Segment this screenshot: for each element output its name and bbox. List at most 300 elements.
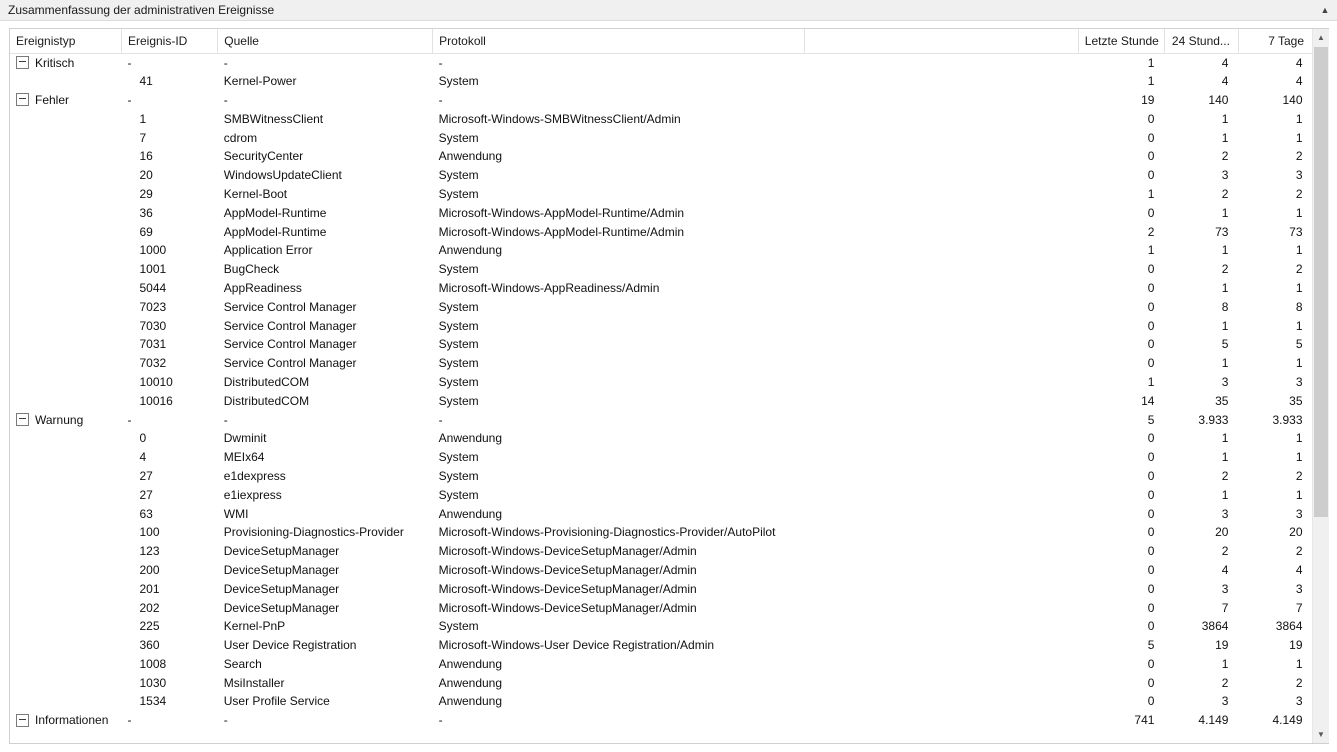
source-cell: DistributedCOM (223, 393, 310, 408)
event-type-cell (10, 655, 121, 674)
event-id-cell: 10016 (139, 393, 173, 408)
source-cell: Service Control Manager (223, 318, 357, 333)
last-7-days-count-cell: 19 (1289, 638, 1303, 653)
last-7-days-count-cell: 2 (1295, 262, 1303, 277)
last-24h-count-cell: 1 (1221, 487, 1229, 502)
spacer-cell (805, 53, 1079, 72)
spacer-cell (805, 203, 1079, 222)
chevron-up-icon[interactable]: ▲ (1320, 5, 1330, 15)
event-type-cell (10, 542, 121, 561)
event-type-label: Informationen (35, 713, 109, 728)
event-type-cell (10, 109, 121, 128)
event-id-cell: - (127, 713, 132, 728)
spacer-cell (805, 636, 1079, 655)
last-hour-count-cell: 0 (1147, 318, 1155, 333)
spacer-cell (805, 617, 1079, 636)
spacer-cell (805, 297, 1079, 316)
table-row[interactable] (10, 692, 1312, 711)
log-cell: System (438, 168, 479, 183)
event-id-cell: 7032 (139, 356, 167, 371)
last-24h-count-cell: 1 (1221, 656, 1229, 671)
last-hour-count-cell: 0 (1147, 299, 1155, 314)
table-row[interactable] (10, 485, 1312, 504)
last-hour-count-cell: 5 (1147, 412, 1155, 427)
last-7-days-count-cell: 4 (1295, 74, 1303, 89)
table-row[interactable] (10, 391, 1312, 410)
last-24h-count-cell: 1 (1221, 243, 1229, 258)
last-24h-count-cell: 4 (1221, 55, 1229, 70)
log-cell: Microsoft-Windows-AppModel-Runtime/Admin (438, 205, 685, 220)
event-type-cell (10, 241, 121, 260)
summary-grid-panel (9, 28, 1329, 744)
table-row[interactable] (10, 354, 1312, 373)
event-id-cell: 360 (139, 638, 160, 653)
last-7-days-count-cell: 2 (1295, 675, 1303, 690)
last-24h-count-cell: 8 (1221, 299, 1229, 314)
source-cell: Dwminit (223, 431, 267, 446)
source-cell: Application Error (223, 243, 313, 258)
table-row[interactable] (10, 297, 1312, 316)
log-cell: Anwendung (438, 243, 503, 258)
spacer-cell (805, 241, 1079, 260)
collapse-expander-icon[interactable] (16, 56, 29, 69)
log-cell: System (438, 468, 479, 483)
event-type-cell (10, 673, 121, 692)
last-hour-count-cell: 0 (1147, 562, 1155, 577)
event-type-cell (10, 561, 121, 580)
last-24h-count-cell: 2 (1221, 675, 1229, 690)
event-id-cell: - (127, 55, 132, 70)
last-hour-count-cell: 0 (1147, 111, 1155, 126)
last-7-days-count-cell: 3 (1295, 168, 1303, 183)
last-7-days-count-cell: 1 (1295, 356, 1303, 371)
event-type-cell (10, 504, 121, 523)
column-header-last-24h[interactable]: 24 Stund... (1164, 29, 1238, 53)
column-header-source[interactable]: Quelle (218, 29, 433, 53)
last-hour-count-cell: 0 (1147, 525, 1155, 540)
last-7-days-count-cell: 2 (1295, 186, 1303, 201)
last-24h-count-cell: 3 (1221, 374, 1229, 389)
scroll-up-arrow-icon[interactable]: ▲ (1313, 29, 1329, 46)
log-cell: System (438, 374, 479, 389)
last-7-days-count-cell: 1 (1295, 318, 1303, 333)
last-7-days-count-cell: 73 (1289, 224, 1303, 239)
spacer-cell (805, 448, 1079, 467)
event-type-cell (10, 373, 121, 392)
table-row[interactable] (10, 185, 1312, 204)
log-cell: System (438, 318, 479, 333)
last-7-days-count-cell: 1 (1295, 243, 1303, 258)
table-row[interactable] (10, 561, 1312, 580)
event-type-cell (10, 260, 121, 279)
source-cell: User Profile Service (223, 694, 330, 709)
last-hour-count-cell: 1 (1147, 55, 1155, 70)
event-id-cell: 63 (139, 506, 153, 521)
event-id-cell: 7023 (139, 299, 167, 314)
collapse-expander-icon[interactable] (16, 413, 29, 426)
source-cell: cdrom (223, 130, 258, 145)
log-cell: System (438, 262, 479, 277)
last-24h-count-cell: 1 (1221, 205, 1229, 220)
source-cell: e1iexpress (223, 487, 282, 502)
spacer-cell (805, 91, 1079, 110)
source-cell: AppModel-Runtime (223, 224, 327, 239)
table-row[interactable] (10, 241, 1312, 260)
last-hour-count-cell: 0 (1147, 581, 1155, 596)
table-row[interactable] (10, 523, 1312, 542)
event-type-cell (10, 485, 121, 504)
event-id-cell: 100 (139, 525, 160, 540)
table-row[interactable] (10, 53, 1312, 72)
source-cell: MsiInstaller (223, 675, 285, 690)
last-24h-count-cell: 2 (1221, 468, 1229, 483)
event-type-cell (10, 203, 121, 222)
event-id-cell: 69 (139, 224, 153, 239)
event-type-cell (10, 391, 121, 410)
log-cell: System (438, 450, 479, 465)
last-7-days-count-cell: 7 (1295, 600, 1303, 615)
log-cell: Microsoft-Windows-DeviceSetupManager/Admin (438, 544, 697, 559)
source-cell: WMI (223, 506, 249, 521)
last-24h-count-cell: 140 (1208, 92, 1229, 107)
vertical-scrollbar[interactable] (1312, 29, 1328, 743)
event-type-cell (10, 579, 121, 598)
last-hour-count-cell: 0 (1147, 337, 1155, 352)
spacer-cell (805, 673, 1079, 692)
spacer-cell (805, 222, 1079, 241)
source-cell: SecurityCenter (223, 149, 304, 164)
last-7-days-count-cell: 1 (1295, 431, 1303, 446)
event-id-cell: 225 (139, 619, 160, 634)
last-24h-count-cell: 1 (1221, 356, 1229, 371)
spacer-cell (805, 260, 1079, 279)
event-type-cell (10, 128, 121, 147)
last-hour-count-cell: 1 (1147, 374, 1155, 389)
table-row[interactable] (10, 128, 1312, 147)
last-hour-count-cell: 0 (1147, 694, 1155, 709)
spacer-cell (805, 185, 1079, 204)
spacer-cell (805, 523, 1079, 542)
window-titlebar (0, 0, 1337, 21)
last-hour-count-cell: 0 (1147, 205, 1155, 220)
last-7-days-count-cell: 4 (1295, 562, 1303, 577)
last-hour-count-cell: 0 (1147, 356, 1155, 371)
last-24h-count-cell: 20 (1215, 525, 1229, 540)
last-hour-count-cell: 0 (1147, 544, 1155, 559)
last-hour-count-cell: 0 (1147, 506, 1155, 521)
event-type-cell (10, 222, 121, 241)
source-cell: DeviceSetupManager (223, 544, 340, 559)
log-cell: System (438, 619, 479, 634)
table-row[interactable] (10, 636, 1312, 655)
event-type-cell (10, 598, 121, 617)
table-row[interactable] (10, 711, 1312, 730)
event-type-cell (10, 166, 121, 185)
grid-scroll-region (10, 29, 1312, 743)
spacer-cell (805, 147, 1079, 166)
last-24h-count-cell: 4 (1221, 562, 1229, 577)
spacer-cell (805, 72, 1079, 91)
last-hour-count-cell: 0 (1147, 431, 1155, 446)
table-header-row (10, 29, 1312, 53)
last-7-days-count-cell: 1 (1295, 205, 1303, 220)
event-type-cell (10, 297, 121, 316)
log-cell: - (438, 92, 443, 107)
spacer-cell (805, 429, 1079, 448)
spacer-cell (805, 316, 1079, 335)
log-cell: Anwendung (438, 506, 503, 521)
log-cell: System (438, 487, 479, 502)
last-7-days-count-cell: 3864 (1275, 619, 1303, 634)
last-24h-count-cell: 1 (1221, 318, 1229, 333)
event-type-cell (10, 429, 121, 448)
table-row[interactable] (10, 598, 1312, 617)
collapse-expander-icon[interactable] (16, 714, 29, 727)
source-cell: Kernel-PnP (223, 619, 286, 634)
table-row[interactable] (10, 316, 1312, 335)
source-cell: Kernel-Boot (223, 186, 288, 201)
table-row[interactable] (10, 109, 1312, 128)
last-24h-count-cell: 3 (1221, 694, 1229, 709)
source-cell: - (223, 55, 228, 70)
event-type-cell (10, 636, 121, 655)
last-7-days-count-cell: 20 (1289, 525, 1303, 540)
source-cell: Kernel-Power (223, 74, 297, 89)
last-24h-count-cell: 2 (1221, 544, 1229, 559)
log-cell: Microsoft-Windows-DeviceSetupManager/Admin (438, 581, 697, 596)
last-24h-count-cell: 5 (1221, 337, 1229, 352)
last-hour-count-cell: 5 (1147, 638, 1155, 653)
last-7-days-count-cell: 1 (1295, 280, 1303, 295)
event-id-cell: 123 (139, 544, 160, 559)
event-id-cell: 29 (139, 186, 153, 201)
event-id-cell: 7030 (139, 318, 167, 333)
event-id-cell: 4 (139, 450, 147, 465)
event-type-cell (10, 279, 121, 298)
log-cell: System (438, 299, 479, 314)
table-row[interactable] (10, 673, 1312, 692)
last-hour-count-cell: 0 (1147, 619, 1155, 634)
column-header-last-hour[interactable]: Letzte Stunde (1078, 29, 1164, 53)
event-id-cell: 16 (139, 149, 153, 164)
last-hour-count-cell: 1 (1147, 74, 1155, 89)
last-hour-count-cell: 0 (1147, 656, 1155, 671)
table-row[interactable] (10, 222, 1312, 241)
table-row[interactable] (10, 429, 1312, 448)
last-hour-count-cell: 0 (1147, 600, 1155, 615)
group-row-label (10, 91, 121, 110)
event-id-cell: 202 (139, 600, 160, 615)
table-row[interactable] (10, 335, 1312, 354)
admin-events-summary-table (10, 29, 1312, 730)
log-cell: System (438, 356, 479, 371)
table-row[interactable] (10, 542, 1312, 561)
spacer-cell (805, 579, 1079, 598)
source-cell: - (223, 92, 228, 107)
page-title: Zusammenfassung der administrativen Ereignisse (8, 3, 275, 17)
column-header-event-id[interactable]: Ereignis-ID (121, 29, 217, 53)
table-body (10, 53, 1312, 730)
log-cell: System (438, 393, 479, 408)
last-hour-count-cell: 0 (1147, 675, 1155, 690)
last-7-days-count-cell: 4 (1295, 55, 1303, 70)
last-hour-count-cell: 19 (1141, 92, 1155, 107)
last-24h-count-cell: 4.149 (1198, 713, 1229, 728)
spacer-cell (805, 485, 1079, 504)
last-7-days-count-cell: 8 (1295, 299, 1303, 314)
event-id-cell: 1008 (139, 656, 167, 671)
spacer-cell (805, 711, 1079, 730)
source-cell: MEIx64 (223, 450, 265, 465)
group-row-label (10, 53, 121, 72)
last-24h-count-cell: 1 (1221, 431, 1229, 446)
table-row[interactable] (10, 91, 1312, 110)
last-24h-count-cell: 1 (1221, 111, 1229, 126)
event-type-label: Kritisch (35, 55, 75, 70)
last-24h-count-cell: 3864 (1201, 619, 1229, 634)
table-row[interactable] (10, 504, 1312, 523)
last-hour-count-cell: 0 (1147, 262, 1155, 277)
last-24h-count-cell: 3.933 (1198, 412, 1229, 427)
spacer-cell (805, 373, 1079, 392)
event-type-cell (10, 692, 121, 711)
event-id-cell: 7031 (139, 337, 167, 352)
table-row[interactable] (10, 579, 1312, 598)
last-7-days-count-cell: 3 (1295, 374, 1303, 389)
spacer-cell (805, 410, 1079, 429)
source-cell: AppModel-Runtime (223, 205, 327, 220)
log-cell: Anwendung (438, 675, 503, 690)
table-row[interactable] (10, 617, 1312, 636)
last-7-days-count-cell: 3.933 (1272, 412, 1303, 427)
table-row[interactable] (10, 448, 1312, 467)
last-7-days-count-cell: 1 (1295, 111, 1303, 126)
last-24h-count-cell: 1 (1221, 450, 1229, 465)
event-id-cell: 7 (139, 130, 147, 145)
column-header-event-type[interactable]: Ereignistyp (10, 29, 121, 53)
last-7-days-count-cell: 140 (1282, 92, 1303, 107)
log-cell: Microsoft-Windows-Provisioning-Diagnostics-Provider/AutoPilot (438, 525, 776, 540)
log-cell: Microsoft-Windows-User Device Registration/Admin (438, 638, 715, 653)
table-row[interactable] (10, 72, 1312, 91)
event-type-label: Warnung (35, 412, 84, 427)
event-id-cell: 41 (139, 74, 153, 89)
scroll-down-arrow-icon[interactable]: ▼ (1313, 726, 1329, 743)
event-type-label: Fehler (35, 92, 70, 107)
event-type-cell (10, 523, 121, 542)
last-hour-count-cell: 14 (1141, 393, 1155, 408)
last-7-days-count-cell: 35 (1289, 393, 1303, 408)
last-hour-count-cell: 0 (1147, 149, 1155, 164)
event-id-cell: 0 (139, 431, 147, 446)
column-header-log[interactable]: Protokoll (433, 29, 805, 53)
log-cell: Microsoft-Windows-SMBWitnessClient/Admin (438, 111, 681, 126)
event-type-cell (10, 72, 121, 91)
event-type-cell (10, 185, 121, 204)
spacer-cell (805, 128, 1079, 147)
last-hour-count-cell: 0 (1147, 468, 1155, 483)
last-24h-count-cell: 3 (1221, 168, 1229, 183)
table-row[interactable] (10, 655, 1312, 674)
table-row[interactable] (10, 203, 1312, 222)
spacer-cell (805, 467, 1079, 486)
log-cell: System (438, 337, 479, 352)
table-row[interactable] (10, 467, 1312, 486)
event-id-cell: 36 (139, 205, 153, 220)
source-cell: AppReadiness (223, 280, 302, 295)
source-cell: - (223, 713, 228, 728)
last-7-days-count-cell: 3 (1295, 506, 1303, 521)
last-24h-count-cell: 35 (1215, 393, 1229, 408)
group-row-label (10, 410, 121, 429)
last-hour-count-cell: 1 (1147, 243, 1155, 258)
last-24h-count-cell: 1 (1221, 130, 1229, 145)
spacer-cell (805, 561, 1079, 580)
scrollbar-thumb[interactable] (1314, 47, 1328, 517)
source-cell: DeviceSetupManager (223, 562, 340, 577)
table-row[interactable] (10, 147, 1312, 166)
event-id-cell: 1534 (139, 694, 167, 709)
event-id-cell: 5044 (139, 280, 167, 295)
spacer-cell (805, 598, 1079, 617)
table-row[interactable] (10, 373, 1312, 392)
event-id-cell: 1030 (139, 675, 167, 690)
last-24h-count-cell: 2 (1221, 262, 1229, 277)
last-hour-count-cell: 0 (1147, 487, 1155, 502)
source-cell: BugCheck (223, 262, 280, 277)
source-cell: SMBWitnessClient (223, 111, 324, 126)
last-hour-count-cell: 0 (1147, 168, 1155, 183)
table-row[interactable] (10, 166, 1312, 185)
log-cell: Microsoft-Windows-DeviceSetupManager/Admin (438, 600, 697, 615)
event-id-cell: 27 (139, 487, 153, 502)
last-7-days-count-cell: 1 (1295, 450, 1303, 465)
last-7-days-count-cell: 1 (1295, 487, 1303, 502)
log-cell: - (438, 55, 443, 70)
log-cell: Microsoft-Windows-AppModel-Runtime/Admin (438, 224, 685, 239)
spacer-cell (805, 354, 1079, 373)
source-cell: Service Control Manager (223, 356, 357, 371)
spacer-cell (805, 166, 1079, 185)
collapse-expander-icon[interactable] (16, 93, 29, 106)
last-24h-count-cell: 1 (1221, 280, 1229, 295)
log-cell: System (438, 74, 479, 89)
last-7-days-count-cell: 3 (1295, 694, 1303, 709)
source-cell: DistributedCOM (223, 374, 310, 389)
last-24h-count-cell: 2 (1221, 186, 1229, 201)
event-type-cell (10, 335, 121, 354)
source-cell: Provisioning-Diagnostics-Provider (223, 525, 404, 540)
log-cell: System (438, 130, 479, 145)
log-cell: - (438, 412, 443, 427)
event-id-cell: 20 (139, 168, 153, 183)
last-hour-count-cell: 0 (1147, 130, 1155, 145)
log-cell: Anwendung (438, 694, 503, 709)
last-7-days-count-cell: 1 (1295, 130, 1303, 145)
source-cell: Search (223, 656, 262, 671)
log-cell: Anwendung (438, 149, 503, 164)
last-24h-count-cell: 7 (1221, 600, 1229, 615)
column-header-spacer[interactable] (805, 29, 1079, 53)
last-hour-count-cell: 2 (1147, 224, 1155, 239)
table-row[interactable] (10, 279, 1312, 298)
event-id-cell: 1001 (139, 262, 167, 277)
table-row[interactable] (10, 410, 1312, 429)
table-row[interactable] (10, 260, 1312, 279)
source-cell: User Device Registration (223, 638, 357, 653)
column-header-last-7-days[interactable]: 7 Tage (1238, 29, 1312, 53)
last-7-days-count-cell: 5 (1295, 337, 1303, 352)
